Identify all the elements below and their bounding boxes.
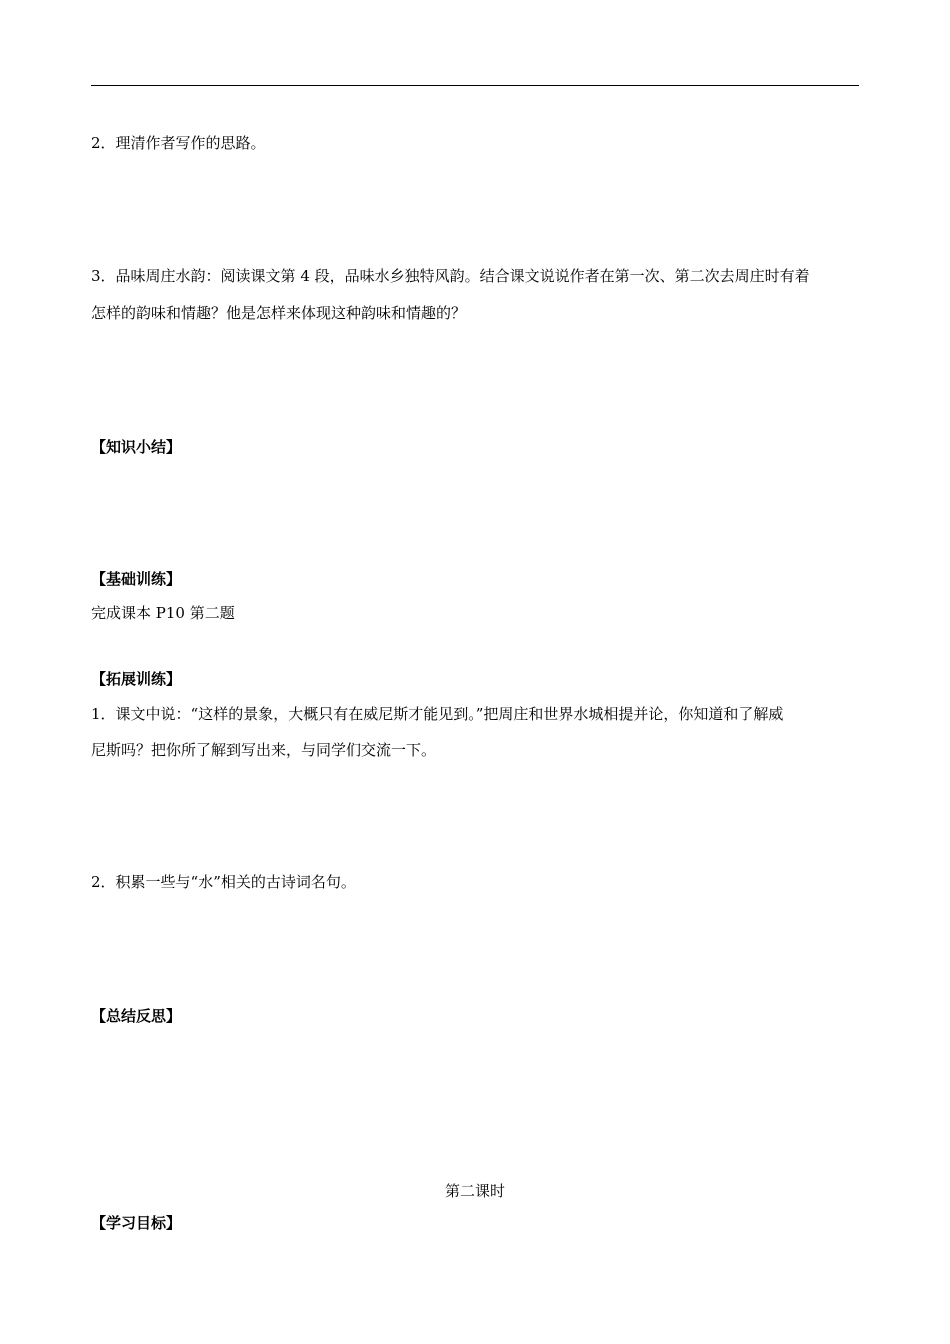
header-rule [91,85,859,86]
question-3-line-1: 3．品味周庄水韵：阅读课文第 4 段，品味水乡独特风韵。结合课文说说作者在第一次、第二次去周庄时有着 [91,267,810,285]
knowledge-summary-heading: 【知识小结】 [91,438,182,456]
reflection-heading: 【总结反思】 [91,1007,182,1025]
basic-training-text: 完成课本 P10 第二题 [91,604,235,622]
learning-goals-heading: 【学习目标】 [91,1214,182,1232]
extension-question-1-line-2: 尼斯吗？把你所了解到写出来，与同学们交流一下。 [91,741,437,759]
extension-training-heading: 【拓展训练】 [91,670,182,688]
question-3-line-2: 怎样的韵味和情趣？他是怎样来体现这种韵味和情趣的？ [91,304,467,322]
question-2: 2．理清作者写作的思路。 [91,134,266,152]
extension-question-2: 2．积累一些与“水”相关的古诗词名句。 [91,873,356,891]
second-lesson-title: 第二课时 [444,1182,505,1200]
extension-question-1-line-1: 1．课文中说：“这样的景象，大概只有在威尼斯才能见到。”把周庄和世界水城相提并论，你知道和了解威 [91,705,784,723]
basic-training-heading: 【基础训练】 [91,570,182,588]
